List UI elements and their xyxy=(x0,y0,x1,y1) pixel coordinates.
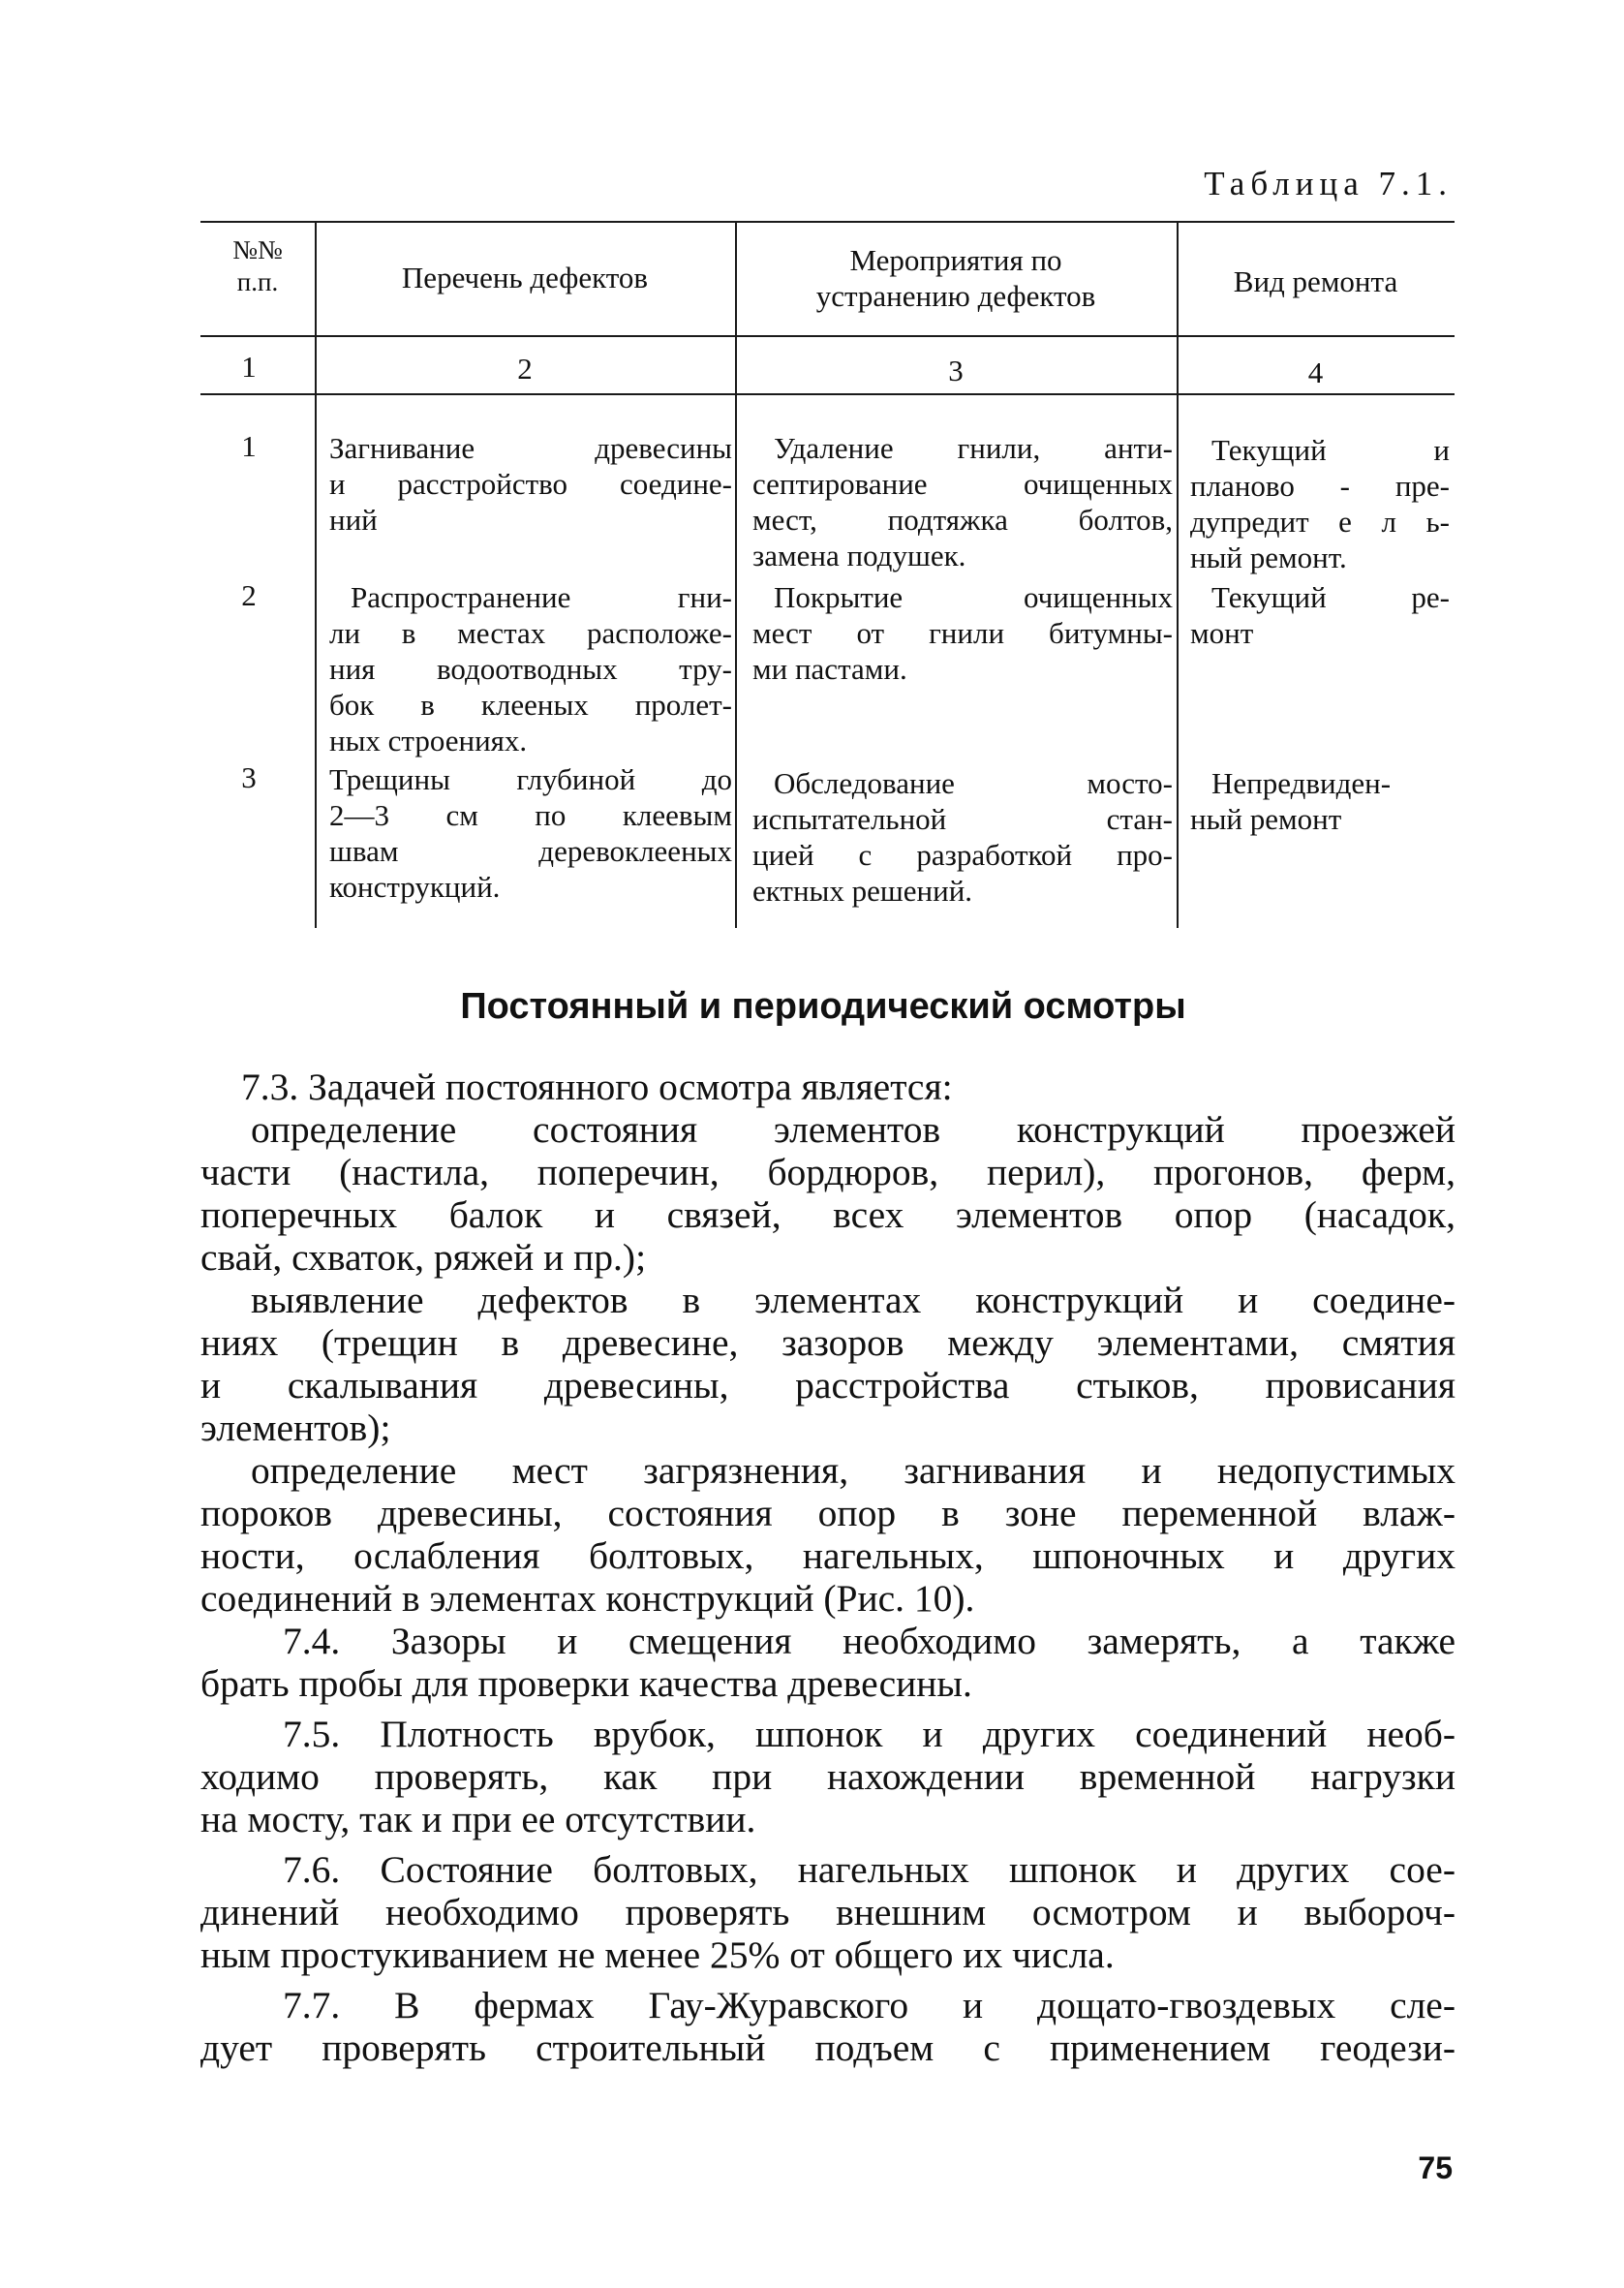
paragraph-line: динений необходимо проверять внешним осмотром и выбороч- xyxy=(200,1891,1455,1933)
row-measures xyxy=(752,765,1173,909)
repair-line: Текущий и xyxy=(1211,433,1450,467)
repair-line: ный ремонт. xyxy=(1190,541,1347,574)
row-number: 1 xyxy=(241,429,257,463)
section-title: Постоянный и периодический осмотры xyxy=(460,986,1186,1027)
measures-line: испытательной стан- xyxy=(752,802,1173,836)
defects-table xyxy=(200,221,1455,928)
defects-line: швам деревоклееных xyxy=(329,834,732,868)
row-number: 2 xyxy=(241,578,257,612)
row-repair xyxy=(1190,765,1450,837)
table-caption: Таблица 7.1. xyxy=(1204,165,1453,202)
paragraph-line: определение мест загрязнения, загнивания и недопустимых xyxy=(251,1449,1455,1492)
paragraph-line: брать пробы для проверки качества древесины. xyxy=(200,1662,972,1705)
repair-line: Непредвиден- xyxy=(1211,766,1392,800)
repair-line: планово - пре- xyxy=(1190,469,1450,503)
paragraph-line: 7.7. В фермах Гау-Журавского и дощато-гвоздевых сле- xyxy=(283,1984,1455,2026)
paragraph-line: определение состояния элементов конструкций проезжей xyxy=(251,1108,1455,1151)
measures-line: септирование очищенных xyxy=(752,467,1173,501)
column-number-3: 3 xyxy=(948,354,964,387)
row-number: 3 xyxy=(241,760,257,794)
header-cell-defects xyxy=(315,260,735,295)
measures-line: замена подушек. xyxy=(752,539,966,572)
defects-line: бок в клееных пролет- xyxy=(329,688,732,722)
paragraph-line: соединений в элементах конструкций (Рис. 10). xyxy=(200,1577,975,1620)
paragraph-line: ности, ослабления болтовых, нагельных, шпоночных и других xyxy=(200,1534,1455,1577)
section-body xyxy=(200,1066,1455,2069)
paragraph-line: и скалывания древесины, расстройства стыков, провисания xyxy=(200,1364,1455,1407)
header-cell-number xyxy=(200,234,315,298)
table-col-divider-1 xyxy=(315,221,317,928)
measures-line: мест от гнили битумны- xyxy=(752,616,1173,650)
defects-line: ния водоотводных тру- xyxy=(329,652,732,686)
row-defects xyxy=(329,761,732,905)
paragraph-line: ным простукиванием не менее 25% от общего их числа. xyxy=(200,1933,1115,1976)
column-number-2: 2 xyxy=(517,352,533,386)
header-cell-measures xyxy=(735,242,1177,314)
measures-line: цией с разработкой про- xyxy=(752,838,1173,872)
paragraph-line: части (настила, поперечин, бордюров, перил), прогонов, ферм, xyxy=(200,1151,1455,1193)
row-defects xyxy=(329,579,732,758)
measures-line: ми пастами. xyxy=(752,652,907,686)
defects-line: Распространение гни- xyxy=(351,580,732,614)
paragraph-line: выявление дефектов в элементах конструкций и соедине- xyxy=(251,1279,1455,1321)
repair-line: ный ремонт xyxy=(1190,802,1342,836)
defects-line: и расстройство соедине- xyxy=(329,467,732,501)
paragraph-line: на мосту, так и при ее отсутствии. xyxy=(200,1798,756,1840)
paragraph-line: свай, схваток, ряжей и пр.); xyxy=(200,1236,647,1279)
measures-line: Обследование мосто- xyxy=(774,766,1173,800)
row-repair xyxy=(1190,579,1450,651)
table-col-divider-2 xyxy=(735,221,737,928)
header-defects-label: Перечень дефектов xyxy=(401,261,649,294)
header-repair-label: Вид ремонта xyxy=(1233,264,1398,298)
paragraph-line: ниях (трещин в древесине, зазоров между элементами, смятия xyxy=(200,1321,1455,1364)
repair-line: Текущий ре- xyxy=(1211,580,1450,614)
header-number-line2: п.п. xyxy=(236,267,279,296)
paragraph-line: дует проверять строительный подъем с применением геодези- xyxy=(200,2026,1455,2069)
header-measures-line2: устранению дефектов xyxy=(815,279,1096,313)
defects-line: ли в местах расположе- xyxy=(329,616,732,650)
defects-line: ных строениях. xyxy=(329,724,528,758)
column-number-4: 4 xyxy=(1307,356,1324,389)
table-col-divider-3 xyxy=(1177,221,1179,928)
table-header-rule xyxy=(200,335,1455,337)
repair-line: дупредит е л ь- xyxy=(1190,505,1450,539)
paragraph-line: 7.4. Зазоры и смещения необходимо замерять, а также xyxy=(283,1620,1455,1662)
row-repair xyxy=(1190,432,1450,575)
defects-line: Трещины глубиной до xyxy=(329,762,732,796)
row-defects xyxy=(329,430,732,538)
defects-line: ний xyxy=(329,503,378,537)
defects-line: конструкций. xyxy=(329,870,501,904)
paragraph-line: 7.3. Задачей постоянного осмотра является: xyxy=(241,1066,953,1108)
repair-line: монт xyxy=(1190,616,1254,650)
paragraph-line: поперечных балок и связей, всех элементов опор (насадок, xyxy=(200,1193,1455,1236)
defects-line: Загнивание древесины xyxy=(329,431,732,465)
header-measures-line1: Мероприятия по xyxy=(849,243,1062,277)
measures-line: мест, подтяжка болтов, xyxy=(752,503,1173,537)
header-cell-repair xyxy=(1177,263,1455,299)
measures-line: ектных решений. xyxy=(752,874,973,908)
paragraph-line: 7.6. Состояние болтовых, нагельных шпонок и других сое- xyxy=(283,1848,1455,1891)
paragraph-line: ходимо проверять, как при нахождении временной нагрузки xyxy=(200,1755,1455,1798)
defects-line: 2—3 см по клеевым xyxy=(329,798,732,832)
header-number-line1: №№ xyxy=(232,235,283,264)
paragraph-line: элементов); xyxy=(200,1407,391,1449)
measures-line: Покрытие очищенных xyxy=(774,580,1173,614)
table-numbers-rule xyxy=(200,393,1455,395)
row-measures xyxy=(752,579,1173,687)
page-number: 75 xyxy=(1418,2150,1453,2185)
paragraph-line: 7.5. Плотность врубок, шпонок и других соединений необ- xyxy=(283,1713,1455,1755)
measures-line: Удаление гнили, анти- xyxy=(774,431,1173,465)
paragraph-line: пороков древесины, состояния опор в зоне переменной влаж- xyxy=(200,1492,1455,1534)
row-measures xyxy=(752,430,1173,573)
table-top-rule xyxy=(200,221,1455,223)
column-number-1: 1 xyxy=(241,350,257,384)
